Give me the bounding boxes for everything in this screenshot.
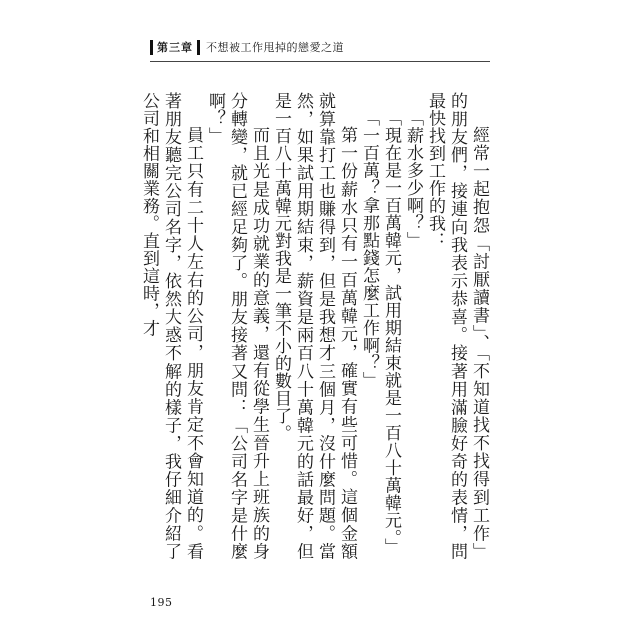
chapter-bar-right: [197, 40, 200, 55]
paragraph-2: 第一份薪水只有一百萬韓元，確實有些可惜。這個金額就算靠打工也賺得到，但是我想才三個月，沒什麼問題。當然，如果試用期結束，薪資是兩百八十萬韓元的話最好，但是一百八十萬韓元對我是一筆不小的數目了。: [271, 92, 357, 560]
dialogue-friend-reply: 「一百萬？拿那點錢怎麼工作啊？」: [359, 109, 379, 389]
dialogue-salary-answer: 「現在是一百萬韓元，試用期結束就是一百八十萬韓元。」: [381, 109, 401, 556]
paragraph-3: 而且光是成功就業的意義，還有從學生晉升上班族的身分轉變，就已經足夠了。朋友接著又問：「公司名字是什麼啊？」: [205, 92, 269, 560]
chapter-title: 不想被工作甩掉的戀愛之道: [206, 41, 344, 54]
body-text: [139, 92, 490, 560]
paragraph-1: 經常一起抱怨「討厭讀書」、「不知道找不找得到工作」的朋友們，接連向我表示恭喜。接著用滿臉好奇的表情，問最快找到工作的我：: [425, 92, 489, 560]
book-page: [139, 36, 490, 616]
dialogue-salary-question: 「薪水多少啊？」: [403, 109, 423, 249]
chapter-label: 第三章: [157, 41, 193, 54]
page-number: 195: [150, 596, 173, 609]
header-rule: [150, 61, 490, 62]
running-header: [150, 36, 344, 58]
chapter-bar-left: [150, 40, 153, 55]
paragraph-4: 員工只有二十人左右的公司，朋友肯定不會知道的。看著朋友聽完公司名字，依然大惑不解的樣子，我仔細介紹了公司和相關業務。直到這時，才: [139, 92, 203, 560]
